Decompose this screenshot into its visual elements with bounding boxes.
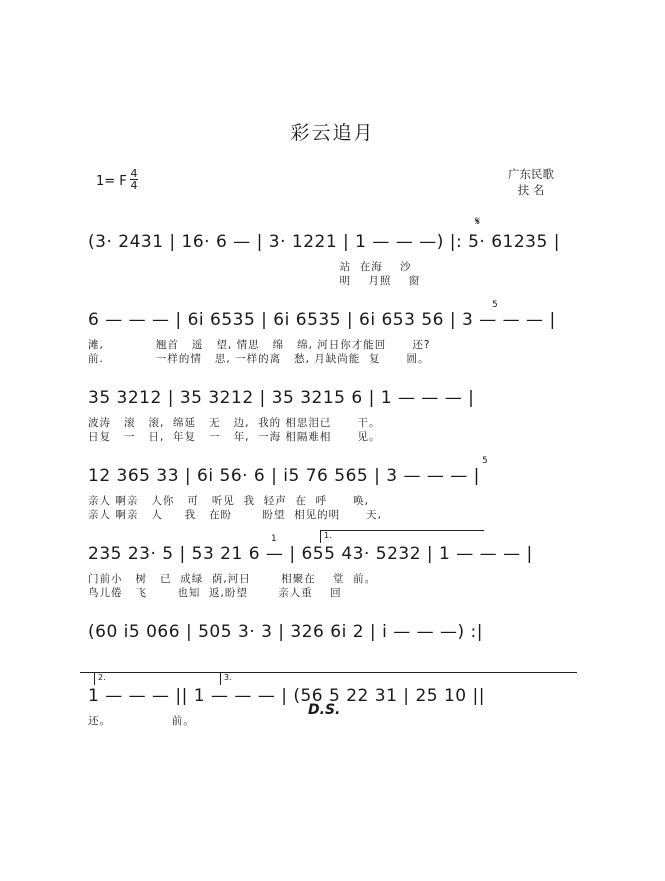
song-title: 彩云追月: [290, 122, 375, 144]
mark-5-row-4: 5: [482, 456, 488, 466]
mark-5-row-2: 5: [492, 300, 498, 310]
time-signature: [130, 168, 138, 191]
notes-row-7: 1 — — — || 1 — — — | (56 5 22 31 | 25 10 ||: [88, 686, 485, 706]
lyrics-row-5-verse-2: 鸟儿倦 飞 也知 返,盼望 亲人重 回: [88, 587, 342, 599]
volta-1-label: 1.: [324, 531, 332, 540]
lyrics-row-3-verse-2: 日复 一 日, 年复 一 年, 一海 相隔难相 见。: [88, 431, 381, 443]
notes-row-4: 12 365 33 | 6i 56· 6 | i5 76 565 | 3 — — — |: [88, 466, 480, 486]
time-signature-bottom: 4: [130, 179, 138, 192]
lyrics-row-4-verse-2: 亲人 啊亲 人 我 在盼 盼望 相见的明 天,: [88, 509, 382, 521]
notes-row-3: 35 3212 | 35 3212 | 35 3215 6 | 1 — — — |: [88, 388, 475, 408]
volta-1: [320, 530, 484, 543]
time-signature-top: 4: [130, 167, 138, 180]
notes-row-2: 6 — — — | 6i 6535 | 6i 6535 | 6i 653 56 | 3 — — — |: [88, 310, 556, 330]
lyrics-row-4-verse-1: 亲人 啊亲 人你 可 听见 我 轻声 在 呼 唤,: [88, 495, 369, 507]
origin-line-2: 扶 名: [517, 183, 545, 197]
volta-2-label: 2.: [98, 673, 106, 682]
lyrics-row-2-verse-1: 滩, 翘首 遥 望, 情思 绵 绵, 河日你才能回 还?: [88, 339, 431, 351]
song-origin: [497, 166, 565, 198]
lyrics-row-3-verse-1: 波涛 滚 滚, 绵延 无 边, 我的 相思泪已 干。: [88, 417, 381, 429]
segno-sign: 𝄋: [475, 214, 481, 228]
mark-1-row-5: 1: [271, 534, 277, 544]
key-signature: 1= F: [96, 174, 127, 189]
lyrics-row-1-verse-2: 明 月照 窗: [88, 275, 421, 287]
notes-row-6: (60 i5 066 | 505 3· 3 | 326 6i 2 | i — — —) :|: [88, 622, 483, 642]
notes-row-5: 235 23· 5 | 53 21 6 — | 655 43· 5232 | 1 — — — |: [88, 544, 533, 564]
origin-line-1: 广东民歌: [508, 167, 554, 181]
lyrics-row-1-verse-1: 站 在海 沙: [88, 261, 412, 273]
volta-3-label: 3.: [224, 673, 232, 682]
notes-row-1: (3· 2431 | 16· 6 — | 3· 1221 | 1 — — —) |: 5· 61235 |: [88, 232, 560, 252]
lyrics-row-5-verse-1: 门前小 树 已 成绿 荫,河日 相聚在 堂 前。: [88, 573, 377, 585]
lyrics-row-7-verse-1: 还。 前。: [88, 715, 195, 727]
ds-marking: D.S.: [308, 702, 341, 718]
lyrics-row-2-verse-2: 前. 一样的情 思, 一样的离 愁, 月缺尚能 复 圆。: [88, 353, 430, 365]
